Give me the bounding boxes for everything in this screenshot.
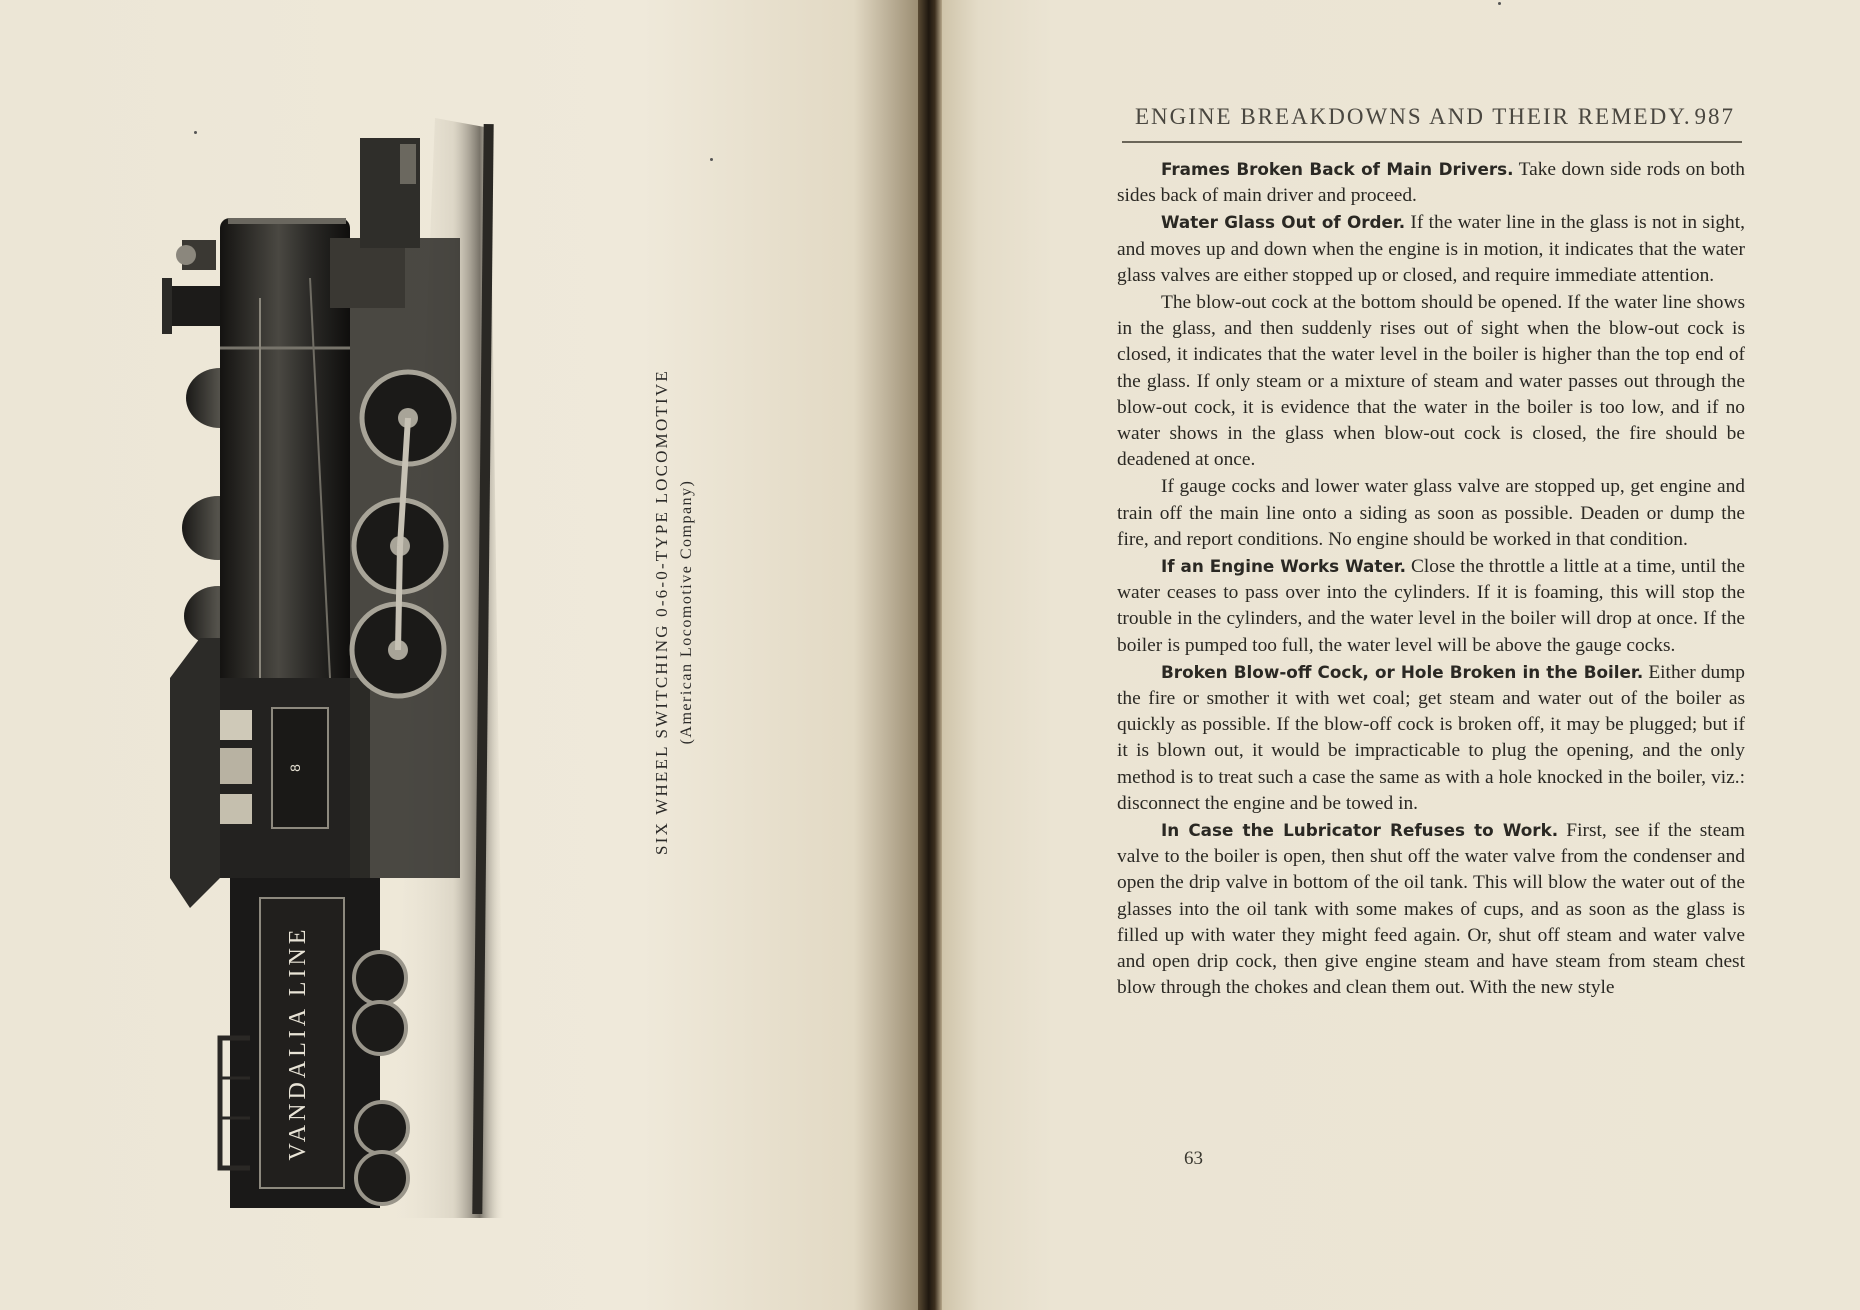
runin-heading: In Case the Lubricator Refuses to Work. (1161, 820, 1559, 841)
paragraph-text: If the water line in the glass is not in sight, and moves up and down when the engine is in motion, it indicates that the water glass valves are either stopped up or closed, and require immediate attention. (1117, 212, 1745, 286)
paragraph (1117, 156, 1745, 209)
tender-lettering: VANDALIA LINE (285, 925, 311, 1161)
caption-title: SIX WHEEL SWITCHING 0-6-0-TYPE LOCOMOTIVE (652, 369, 671, 855)
signature-folio: 63 (1184, 1148, 1203, 1169)
runin-heading: Water Glass Out of Order. (1161, 212, 1406, 233)
paragraph-text: Take down side rods on both sides back of main driver and proceed. (1117, 159, 1745, 207)
page-number: 987 (1694, 104, 1735, 129)
paragraph-text: If gauge cocks and lower water glass valve are stopped up, get engine and train off the main line onto a siding as soon as possible. Deaden or dump the fire, and report conditions. No engine should be worked in that condition. (1117, 476, 1745, 550)
paragraph (1117, 209, 1745, 289)
paragraph (1117, 289, 1745, 473)
running-head-title: ENGINE BREAKDOWNS AND THEIR REMEDY. (1135, 104, 1692, 129)
runin-heading: Broken Blow-off Cock, or Hole Broken in the Boiler. (1161, 661, 1644, 682)
left-page (0, 0, 918, 1310)
runin-heading: Frames Broken Back of Main Drivers. (1161, 159, 1514, 179)
paragraph-text: First, see if the steam valve to the boiler is open, then shut off the water valve from the condenser and open the drip valve in bottom of the oil tank. This will blow the water out of the glasses into the oil tank with some makes of cups, and as soon as the glass is filled up with water they might feed again. Or, shut off steam and water valve and open drip cock, then give engine steam and have steam from steam chest blow through the chokes and clean them out. With the new style (1117, 820, 1745, 999)
runin-heading: If an Engine Works Water. (1161, 556, 1406, 577)
paragraph (1117, 553, 1745, 659)
paragraph (1117, 473, 1745, 553)
paragraph-text: Either dump the fire or smother it with wet coal; get steam and water out of the boiler as quickly as possible. If the blow-off cock is broken off, it may be plugged; but if it is blown out, it would be impracticable to plug the opening, and the only method is to treat such a case the same as with a hole knocked in the boiler, viz.: disconnect the engine and be towed in. (1117, 661, 1745, 814)
paragraph-text: The blow-out cock at the bottom should be opened. If the water line shows in the glass, and then suddenly rises out of sight when the blow-out cock is closed, it indicates that the water level in the boiler is higher than the top end of the glass. If only steam or a mixture of steam and water passes out through the blow-out cock, it is evidence that the water in the boiler is too low, and if no water shows in the glass when blow-out cock is closed, the fire should be deadened at once. (1117, 292, 1745, 471)
paragraph-text: Close the throttle a little at a time, until the water ceases to pass over into the cylinders. If it is foaming, this will stop the trouble in the cylinders, and the water level in the boiler will drop at once. If the boiler is pumped too full, the water level will be above the gauge cocks. (1117, 556, 1745, 656)
caption-subtitle: (American Locomotive Company) (678, 479, 695, 745)
book-gutter (918, 0, 942, 1310)
paragraph (1117, 659, 1745, 817)
body-text (1117, 156, 1745, 1002)
locomotive-illustration (160, 118, 570, 1218)
paper-speck (1498, 2, 1501, 5)
paper-speck (194, 131, 197, 134)
locomotive-photograph (160, 118, 570, 1218)
running-head (1135, 104, 1735, 134)
cab-number: 8 (287, 764, 303, 772)
paragraph (1117, 817, 1745, 1001)
paper-speck (710, 158, 713, 161)
header-rule (1122, 141, 1742, 143)
